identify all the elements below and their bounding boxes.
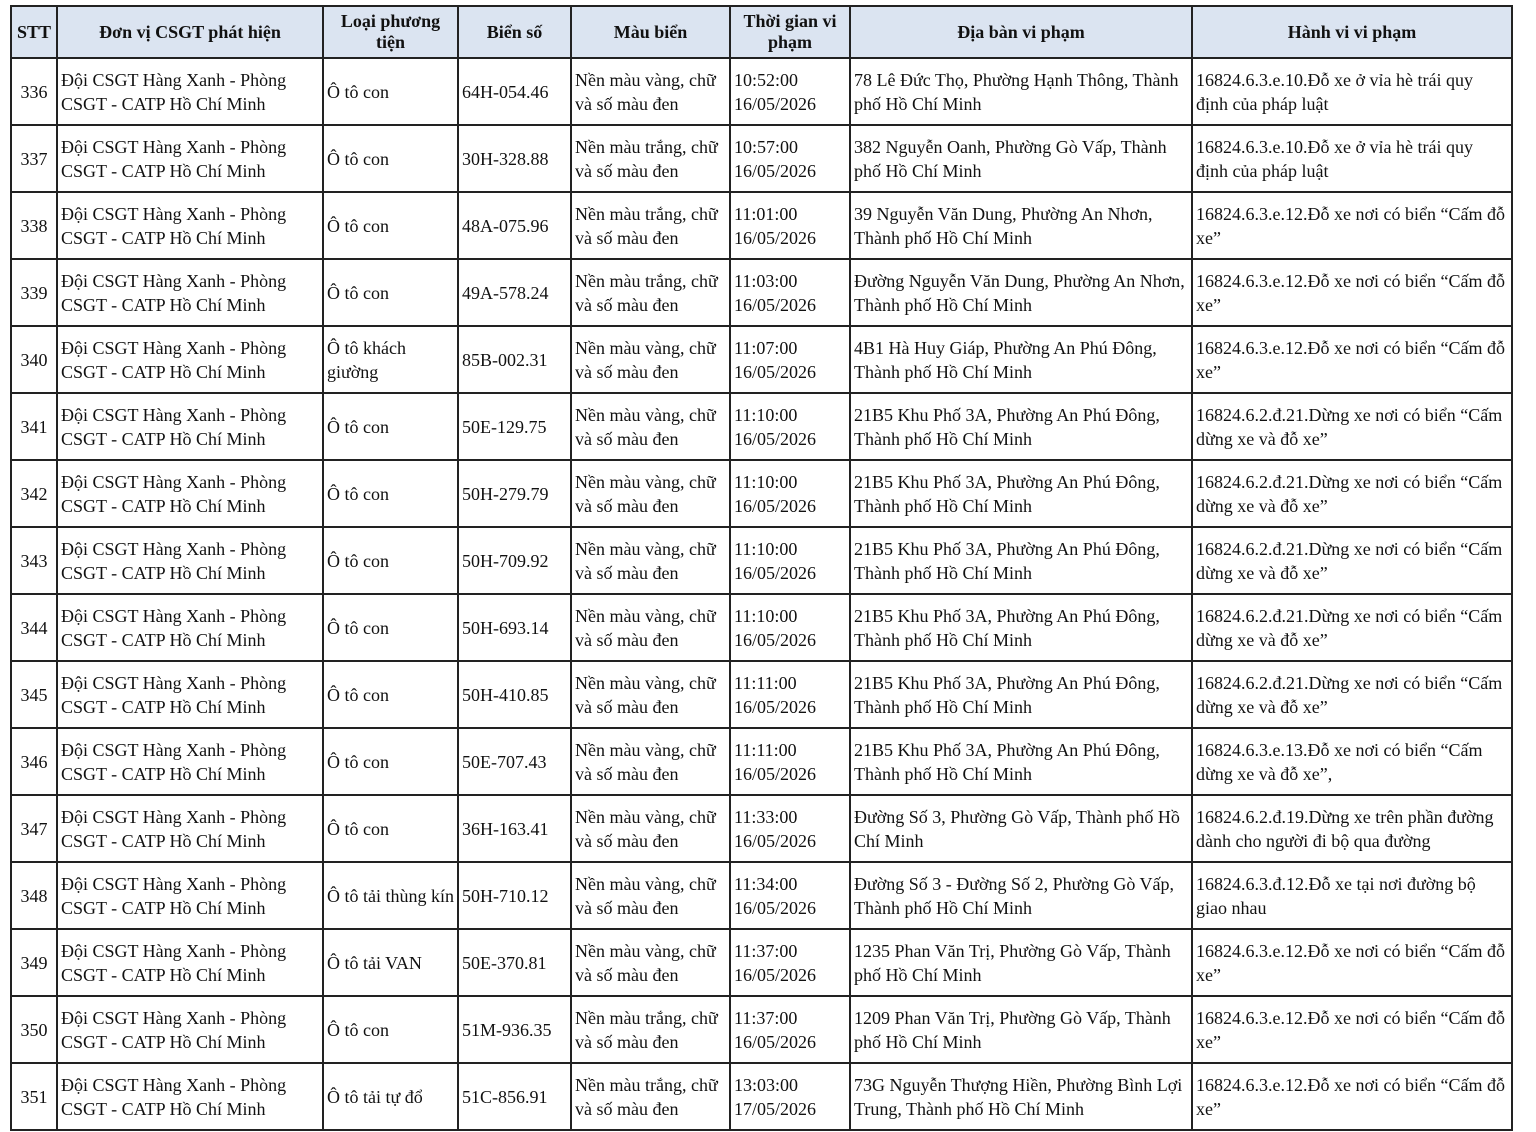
- cell-plate-color: Nền màu trắng, chữ và số màu đen: [571, 1063, 730, 1130]
- cell-unit: Đội CSGT Hàng Xanh - Phòng CSGT - CATP Hồ Chí Minh: [57, 393, 323, 460]
- cell-time: 11:37:00 16/05/2026: [730, 996, 850, 1063]
- cell-vehicle-type: Ô tô con: [323, 58, 458, 125]
- cell-stt: 345: [11, 661, 57, 728]
- cell-unit: Đội CSGT Hàng Xanh - Phòng CSGT - CATP Hồ Chí Minh: [57, 1063, 323, 1130]
- cell-vehicle-type: Ô tô con: [323, 192, 458, 259]
- cell-location: Đường Nguyễn Văn Dung, Phường An Nhơn, Thành phố Hồ Chí Minh: [850, 259, 1192, 326]
- cell-vehicle-type: Ô tô khách giường: [323, 326, 458, 393]
- cell-time: 13:03:00 17/05/2026: [730, 1063, 850, 1130]
- cell-location: 21B5 Khu Phố 3A, Phường An Phú Đông, Thành phố Hồ Chí Minh: [850, 728, 1192, 795]
- table-row: [11, 259, 1512, 326]
- cell-unit: Đội CSGT Hàng Xanh - Phòng CSGT - CATP Hồ Chí Minh: [57, 594, 323, 661]
- cell-plate-color: Nền màu vàng, chữ và số màu đen: [571, 58, 730, 125]
- cell-vehicle-type: Ô tô con: [323, 259, 458, 326]
- cell-time: 11:10:00 16/05/2026: [730, 594, 850, 661]
- cell-plate-color: Nền màu trắng, chữ và số màu đen: [571, 259, 730, 326]
- cell-stt: 344: [11, 594, 57, 661]
- cell-stt: 351: [11, 1063, 57, 1130]
- cell-violation: 16824.6.2.đ.21.Dừng xe nơi có biển “Cấm dừng xe và đỗ xe”: [1192, 460, 1512, 527]
- header-plate: Biển số: [458, 6, 571, 58]
- cell-violation: 16824.6.3.e.12.Đỗ xe nơi có biển “Cấm đỗ xe”: [1192, 996, 1512, 1063]
- cell-stt: 350: [11, 996, 57, 1063]
- cell-plate: 50H-709.92: [458, 527, 571, 594]
- cell-violation: 16824.6.3.e.10.Đỗ xe ở vỉa hè trái quy định của pháp luật: [1192, 125, 1512, 192]
- cell-plate: 50E-129.75: [458, 393, 571, 460]
- cell-stt: 349: [11, 929, 57, 996]
- cell-vehicle-type: Ô tô tải thùng kín: [323, 862, 458, 929]
- cell-vehicle-type: Ô tô tải VAN: [323, 929, 458, 996]
- cell-unit: Đội CSGT Hàng Xanh - Phòng CSGT - CATP Hồ Chí Minh: [57, 58, 323, 125]
- cell-unit: Đội CSGT Hàng Xanh - Phòng CSGT - CATP Hồ Chí Minh: [57, 996, 323, 1063]
- violations-table: [10, 5, 1513, 1131]
- cell-violation: 16824.6.3.e.12.Đỗ xe nơi có biển “Cấm đỗ xe”: [1192, 259, 1512, 326]
- cell-time: 11:01:00 16/05/2026: [730, 192, 850, 259]
- cell-unit: Đội CSGT Hàng Xanh - Phòng CSGT - CATP Hồ Chí Minh: [57, 259, 323, 326]
- cell-plate-color: Nền màu trắng, chữ và số màu đen: [571, 192, 730, 259]
- table-row: [11, 192, 1512, 259]
- header-row: [11, 6, 1512, 58]
- cell-plate-color: Nền màu vàng, chữ và số màu đen: [571, 661, 730, 728]
- cell-location: 1209 Phan Văn Trị, Phường Gò Vấp, Thành phố Hồ Chí Minh: [850, 996, 1192, 1063]
- cell-location: 73G Nguyễn Thượng Hiền, Phường Bình Lợi Trung, Thành phố Hồ Chí Minh: [850, 1063, 1192, 1130]
- cell-time: 11:37:00 16/05/2026: [730, 929, 850, 996]
- cell-plate: 50H-710.12: [458, 862, 571, 929]
- cell-violation: 16824.6.2.đ.21.Dừng xe nơi có biển “Cấm dừng xe và đỗ xe”: [1192, 594, 1512, 661]
- cell-vehicle-type: Ô tô con: [323, 996, 458, 1063]
- cell-stt: 343: [11, 527, 57, 594]
- table-row: [11, 460, 1512, 527]
- cell-stt: 342: [11, 460, 57, 527]
- header-stt: STT: [11, 6, 57, 58]
- cell-location: Đường Số 3 - Đường Số 2, Phường Gò Vấp, Thành phố Hồ Chí Minh: [850, 862, 1192, 929]
- header-plate-color: Màu biển: [571, 6, 730, 58]
- cell-stt: 348: [11, 862, 57, 929]
- cell-unit: Đội CSGT Hàng Xanh - Phòng CSGT - CATP Hồ Chí Minh: [57, 661, 323, 728]
- cell-stt: 341: [11, 393, 57, 460]
- cell-plate: 51C-856.91: [458, 1063, 571, 1130]
- cell-time: 11:10:00 16/05/2026: [730, 393, 850, 460]
- header-time: Thời gian vi phạm: [730, 6, 850, 58]
- header-vehicle-type: Loại phương tiện: [323, 6, 458, 58]
- cell-unit: Đội CSGT Hàng Xanh - Phòng CSGT - CATP Hồ Chí Minh: [57, 795, 323, 862]
- cell-vehicle-type: Ô tô con: [323, 125, 458, 192]
- cell-plate: 50E-370.81: [458, 929, 571, 996]
- cell-stt: 347: [11, 795, 57, 862]
- cell-violation: 16824.6.3.e.12.Đỗ xe nơi có biển “Cấm đỗ xe”: [1192, 326, 1512, 393]
- cell-plate-color: Nền màu trắng, chữ và số màu đen: [571, 996, 730, 1063]
- cell-plate: 49A-578.24: [458, 259, 571, 326]
- cell-violation: 16824.6.3.e.12.Đỗ xe nơi có biển “Cấm đỗ xe”: [1192, 1063, 1512, 1130]
- cell-violation: 16824.6.2.đ.21.Dừng xe nơi có biển “Cấm dừng xe và đỗ xe”: [1192, 393, 1512, 460]
- cell-violation: 16824.6.2.đ.21.Dừng xe nơi có biển “Cấm dừng xe và đỗ xe”: [1192, 527, 1512, 594]
- cell-vehicle-type: Ô tô con: [323, 460, 458, 527]
- cell-stt: 336: [11, 58, 57, 125]
- cell-vehicle-type: Ô tô tải tự đổ: [323, 1063, 458, 1130]
- cell-stt: 340: [11, 326, 57, 393]
- cell-plate-color: Nền màu vàng, chữ và số màu đen: [571, 527, 730, 594]
- cell-vehicle-type: Ô tô con: [323, 527, 458, 594]
- cell-violation: 16824.6.3.e.13.Đỗ xe nơi có biển “Cấm dừng xe và đỗ xe”,: [1192, 728, 1512, 795]
- table-row: [11, 125, 1512, 192]
- table-row: [11, 393, 1512, 460]
- cell-plate-color: Nền màu vàng, chữ và số màu đen: [571, 862, 730, 929]
- cell-unit: Đội CSGT Hàng Xanh - Phòng CSGT - CATP Hồ Chí Minh: [57, 862, 323, 929]
- cell-violation: 16824.6.3.đ.12.Đỗ xe tại nơi đường bộ giao nhau: [1192, 862, 1512, 929]
- cell-location: 382 Nguyễn Oanh, Phường Gò Vấp, Thành phố Hồ Chí Minh: [850, 125, 1192, 192]
- cell-vehicle-type: Ô tô con: [323, 728, 458, 795]
- header-violation: Hành vi vi phạm: [1192, 6, 1512, 58]
- table-row: [11, 527, 1512, 594]
- cell-violation: 16824.6.3.e.12.Đỗ xe nơi có biển “Cấm đỗ xe”: [1192, 929, 1512, 996]
- cell-unit: Đội CSGT Hàng Xanh - Phòng CSGT - CATP Hồ Chí Minh: [57, 728, 323, 795]
- cell-plate: 64H-054.46: [458, 58, 571, 125]
- cell-location: 21B5 Khu Phố 3A, Phường An Phú Đông, Thành phố Hồ Chí Minh: [850, 594, 1192, 661]
- cell-violation: 16824.6.2.đ.19.Dừng xe trên phần đường dành cho người đi bộ qua đường: [1192, 795, 1512, 862]
- cell-location: 78 Lê Đức Thọ, Phường Hạnh Thông, Thành phố Hồ Chí Minh: [850, 58, 1192, 125]
- cell-vehicle-type: Ô tô con: [323, 393, 458, 460]
- cell-plate-color: Nền màu vàng, chữ và số màu đen: [571, 460, 730, 527]
- cell-vehicle-type: Ô tô con: [323, 661, 458, 728]
- table-row: [11, 862, 1512, 929]
- cell-plate-color: Nền màu trắng, chữ và số màu đen: [571, 125, 730, 192]
- cell-violation: 16824.6.2.đ.21.Dừng xe nơi có biển “Cấm dừng xe và đỗ xe”: [1192, 661, 1512, 728]
- cell-plate-color: Nền màu vàng, chữ và số màu đen: [571, 728, 730, 795]
- cell-unit: Đội CSGT Hàng Xanh - Phòng CSGT - CATP Hồ Chí Minh: [57, 460, 323, 527]
- cell-location: Đường Số 3, Phường Gò Vấp, Thành phố Hồ Chí Minh: [850, 795, 1192, 862]
- cell-time: 11:10:00 16/05/2026: [730, 527, 850, 594]
- cell-time: 11:07:00 16/05/2026: [730, 326, 850, 393]
- cell-plate: 50E-707.43: [458, 728, 571, 795]
- cell-plate: 50H-410.85: [458, 661, 571, 728]
- cell-unit: Đội CSGT Hàng Xanh - Phòng CSGT - CATP Hồ Chí Minh: [57, 192, 323, 259]
- table-row: [11, 1063, 1512, 1130]
- cell-vehicle-type: Ô tô con: [323, 795, 458, 862]
- cell-plate: 30H-328.88: [458, 125, 571, 192]
- cell-time: 11:33:00 16/05/2026: [730, 795, 850, 862]
- cell-plate: 51M-936.35: [458, 996, 571, 1063]
- cell-plate-color: Nền màu vàng, chữ và số màu đen: [571, 929, 730, 996]
- table-row: [11, 594, 1512, 661]
- cell-stt: 337: [11, 125, 57, 192]
- table-row: [11, 929, 1512, 996]
- cell-unit: Đội CSGT Hàng Xanh - Phòng CSGT - CATP Hồ Chí Minh: [57, 326, 323, 393]
- cell-time: 11:03:00 16/05/2026: [730, 259, 850, 326]
- cell-location: 4B1 Hà Huy Giáp, Phường An Phú Đông, Thành phố Hồ Chí Minh: [850, 326, 1192, 393]
- cell-time: 10:52:00 16/05/2026: [730, 58, 850, 125]
- cell-plate-color: Nền màu vàng, chữ và số màu đen: [571, 795, 730, 862]
- cell-stt: 338: [11, 192, 57, 259]
- cell-plate: 50H-693.14: [458, 594, 571, 661]
- cell-unit: Đội CSGT Hàng Xanh - Phòng CSGT - CATP Hồ Chí Minh: [57, 125, 323, 192]
- header-location: Địa bàn vi phạm: [850, 6, 1192, 58]
- cell-time: 11:11:00 16/05/2026: [730, 728, 850, 795]
- cell-time: 10:57:00 16/05/2026: [730, 125, 850, 192]
- table-row: [11, 326, 1512, 393]
- cell-plate: 50H-279.79: [458, 460, 571, 527]
- cell-violation: 16824.6.3.e.10.Đỗ xe ở vỉa hè trái quy định của pháp luật: [1192, 58, 1512, 125]
- cell-vehicle-type: Ô tô con: [323, 594, 458, 661]
- cell-plate: 48A-075.96: [458, 192, 571, 259]
- cell-violation: 16824.6.3.e.12.Đỗ xe nơi có biển “Cấm đỗ xe”: [1192, 192, 1512, 259]
- cell-location: 21B5 Khu Phố 3A, Phường An Phú Đông, Thành phố Hồ Chí Minh: [850, 661, 1192, 728]
- cell-plate: 85B-002.31: [458, 326, 571, 393]
- table-row: [11, 661, 1512, 728]
- cell-stt: 346: [11, 728, 57, 795]
- cell-stt: 339: [11, 259, 57, 326]
- cell-location: 39 Nguyễn Văn Dung, Phường An Nhơn, Thành phố Hồ Chí Minh: [850, 192, 1192, 259]
- table-row: [11, 58, 1512, 125]
- cell-location: 21B5 Khu Phố 3A, Phường An Phú Đông, Thành phố Hồ Chí Minh: [850, 393, 1192, 460]
- cell-plate-color: Nền màu vàng, chữ và số màu đen: [571, 393, 730, 460]
- cell-time: 11:34:00 16/05/2026: [730, 862, 850, 929]
- cell-time: 11:10:00 16/05/2026: [730, 460, 850, 527]
- table-row: [11, 996, 1512, 1063]
- cell-plate-color: Nền màu vàng, chữ và số màu đen: [571, 326, 730, 393]
- cell-time: 11:11:00 16/05/2026: [730, 661, 850, 728]
- cell-location: 21B5 Khu Phố 3A, Phường An Phú Đông, Thành phố Hồ Chí Minh: [850, 460, 1192, 527]
- cell-unit: Đội CSGT Hàng Xanh - Phòng CSGT - CATP Hồ Chí Minh: [57, 929, 323, 996]
- cell-plate-color: Nền màu vàng, chữ và số màu đen: [571, 594, 730, 661]
- header-unit: Đơn vị CSGT phát hiện: [57, 6, 323, 58]
- table-row: [11, 728, 1512, 795]
- table-row: [11, 795, 1512, 862]
- cell-location: 21B5 Khu Phố 3A, Phường An Phú Đông, Thành phố Hồ Chí Minh: [850, 527, 1192, 594]
- cell-unit: Đội CSGT Hàng Xanh - Phòng CSGT - CATP Hồ Chí Minh: [57, 527, 323, 594]
- cell-plate: 36H-163.41: [458, 795, 571, 862]
- cell-location: 1235 Phan Văn Trị, Phường Gò Vấp, Thành phố Hồ Chí Minh: [850, 929, 1192, 996]
